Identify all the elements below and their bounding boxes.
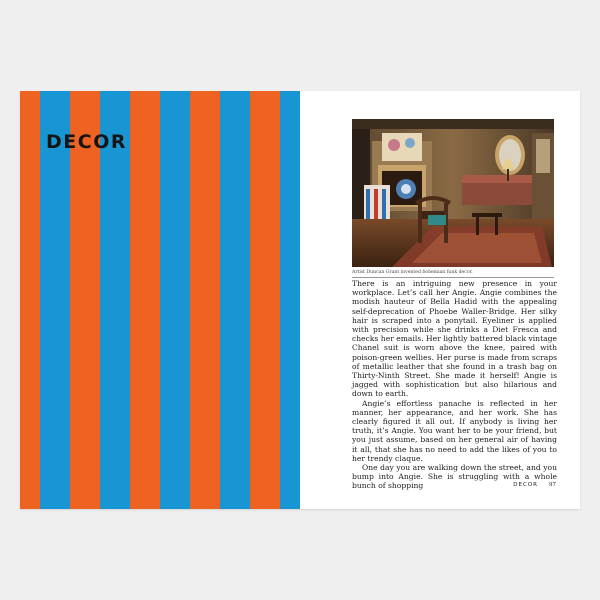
page-number: 97 xyxy=(549,482,556,488)
paragraph: Angie’s effortless panache is reflected in her manner, her appearance, and her work. She has clearly figured it all out. If anybody is living her truth, it’s Angie. You want her to be your friend, but you just assume, based on her general air of having it all, that she has no need to add the likes of you to her trendy claque. xyxy=(352,398,557,463)
blue-stripe xyxy=(220,91,250,509)
section-title: DECOR xyxy=(46,131,127,153)
running-footer: DECOR xyxy=(513,482,538,488)
blue-stripe xyxy=(100,91,130,509)
left-page-stripes xyxy=(20,91,300,509)
paragraph: There is an intriguing new presence in your workplace. Let’s call her Angie. Angie combines the modish hauteur of Bella Hadid with the appealing self-deprecation of Phoebe Waller-Bridge. Her silky hair is scraped into a ponytail. Eyeliner is applied with precision while she drinks a Diet Fresca and checks her emails. Her lightly battered black vintage Chanel suit is worn above the knee, paired with poison-green wellies. Her purse is made from scraps of metallic leather that she found in a trash bag on Thirty-Ninth Street. She made it herself! Angie is jagged with sophistication but also hilarious and down to earth. xyxy=(352,279,558,399)
book-spread xyxy=(20,91,580,509)
interior-room-photo xyxy=(352,119,554,267)
right-page xyxy=(300,91,580,509)
blue-stripe xyxy=(40,91,70,509)
paragraph: One day you are walking down the street, and you bump into Angie. She is struggling with a whole bunch of shopping xyxy=(352,463,557,491)
blue-stripe xyxy=(280,91,300,509)
blue-stripe xyxy=(160,91,190,509)
photo-caption: Artist Duncan Grant invented bohemian funk decor. xyxy=(352,270,554,278)
body-text xyxy=(352,279,557,491)
